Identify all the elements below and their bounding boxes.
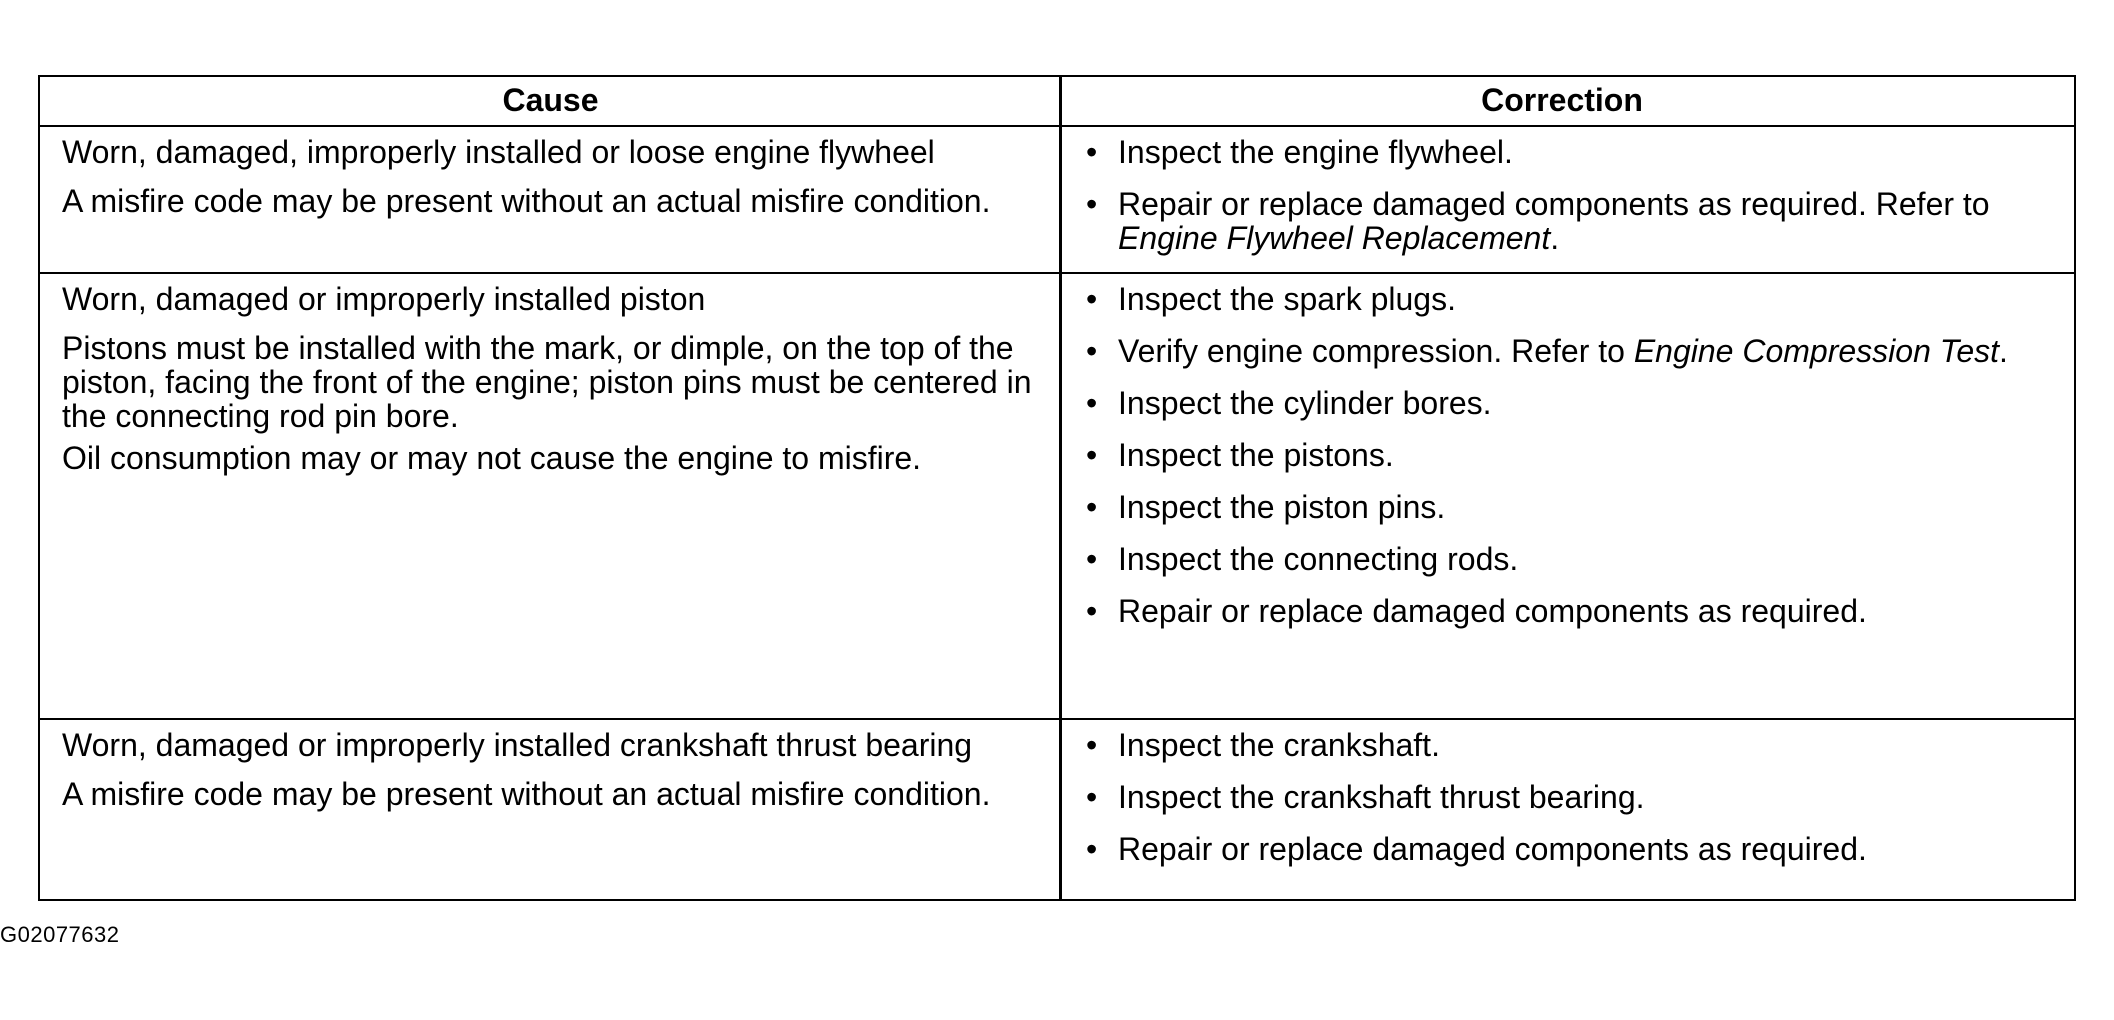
cause-title: Worn, damaged or improperly installed crankshaft thrust bearing xyxy=(62,727,973,763)
correction-item: • Repair or replace damaged components as required. xyxy=(1118,832,2062,866)
correction-item: • Inspect the connecting rods. xyxy=(1118,542,2062,576)
table-row xyxy=(40,720,2074,899)
correction-item: • Inspect the spark plugs. xyxy=(1118,282,2062,316)
cause-note: A misfire code may be present without an actual misfire condition. xyxy=(62,183,991,219)
figure-code: G02077632 xyxy=(0,922,120,947)
correction-item: • Inspect the piston pins. xyxy=(1118,490,2062,524)
correction-item: • Inspect the pistons. xyxy=(1118,438,2062,472)
correction-list xyxy=(1118,282,2062,628)
correction-column-header: Correction xyxy=(1481,82,1643,118)
cause-cell xyxy=(40,274,1062,718)
correction-item: • Inspect the crankshaft. xyxy=(1118,728,2062,762)
cause-title: Worn, damaged, improperly installed or loose engine flywheel xyxy=(62,134,935,170)
correction-item: • Inspect the engine flywheel. xyxy=(1118,135,2062,169)
table-header-row xyxy=(40,77,2074,127)
reference-link[interactable]: Engine Compression Test xyxy=(1633,333,2000,369)
diagnosis-table xyxy=(38,75,2076,901)
cause-note: Pistons must be installed with the mark, or dimple, on the top of the piston, facing the front of the engine; piston pins must be centered in the connecting rod pin bore. xyxy=(62,330,1032,434)
cause-title: Worn, damaged or improperly installed piston xyxy=(62,281,706,317)
cause-cell xyxy=(40,127,1062,272)
correction-item: • Repair or replace damaged components as required. xyxy=(1118,594,2062,628)
cause-column-header: Cause xyxy=(40,77,1062,125)
cause-note: A misfire code may be present without an actual misfire condition. xyxy=(62,776,991,812)
correction-cell xyxy=(1062,127,2074,272)
correction-item: • Repair or replace damaged components as required. Refer to Engine Flywheel Replacement. xyxy=(1118,187,2062,255)
correction-cell xyxy=(1062,274,2074,718)
correction-list xyxy=(1118,728,2062,866)
table-row xyxy=(40,274,2074,720)
correction-item: • Inspect the cylinder bores. xyxy=(1118,386,2062,420)
cause-cell xyxy=(40,720,1062,899)
reference-link[interactable]: Engine Flywheel Replacement xyxy=(1118,220,1551,256)
correction-cell xyxy=(1062,720,2074,899)
correction-list xyxy=(1118,135,2062,255)
correction-item: • Inspect the crankshaft thrust bearing. xyxy=(1118,780,2062,814)
cause-note: Oil consumption may or may not cause the engine to misfire. xyxy=(62,440,922,476)
table-row xyxy=(40,127,2074,274)
correction-item: • Verify engine compression. Refer to Engine Compression Test. xyxy=(1118,334,2062,368)
